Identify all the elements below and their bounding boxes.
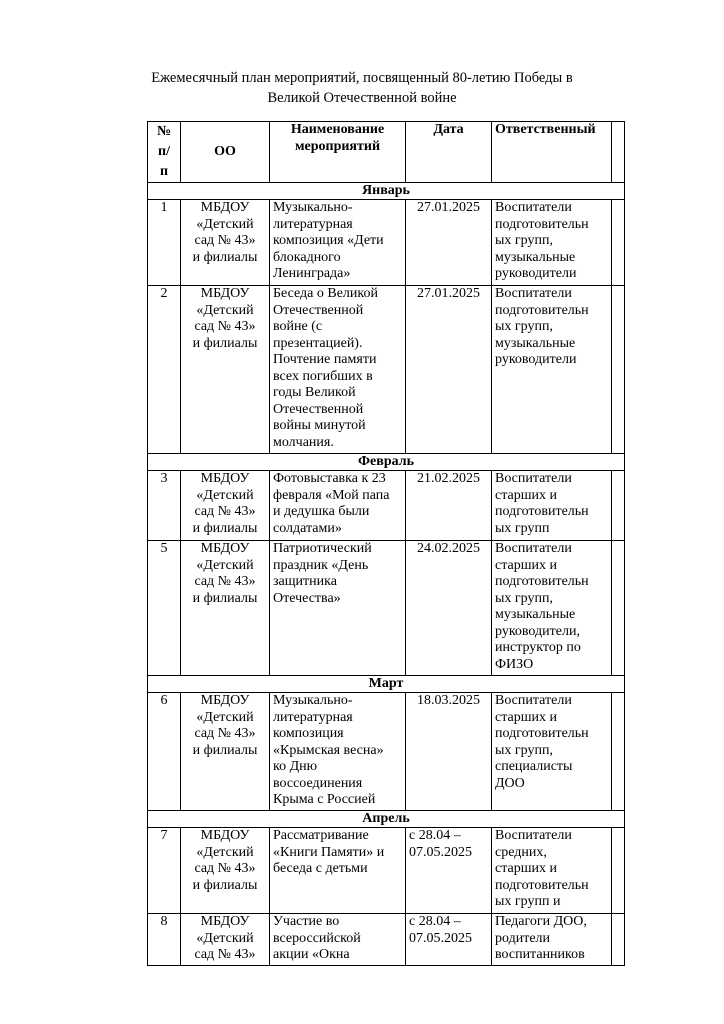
row-event-name: Патриотический праздник «День защитника Отечества»	[270, 541, 406, 676]
row-date: 27.01.2025	[406, 286, 492, 454]
row-extra-cell	[612, 693, 625, 811]
row-extra-cell	[612, 914, 625, 966]
row-organization: МБДОУ «Детский сад № 43»	[181, 914, 270, 966]
row-date: с 28.04 – 07.05.2025	[406, 914, 492, 966]
header-number: № п/ п	[148, 122, 181, 183]
header-event-name: Наименование мероприятий	[270, 122, 406, 183]
month-label: Март	[148, 676, 625, 693]
row-organization: МБДОУ «Детский сад № 43» и филиалы	[181, 471, 270, 541]
month-label: Апрель	[148, 811, 625, 828]
row-number: 7	[148, 828, 181, 914]
document-title	[100, 68, 624, 108]
row-extra-cell	[612, 541, 625, 676]
row-number: 6	[148, 693, 181, 811]
row-event-name: Музыкально- литературная композиция «Дети блокадного Ленинграда»	[270, 200, 406, 286]
row-organization: МБДОУ «Детский сад № 43» и филиалы	[181, 541, 270, 676]
row-responsible: Воспитатели старших и подготовительн ых групп	[492, 471, 612, 541]
table-row	[148, 693, 625, 811]
row-date: 21.02.2025	[406, 471, 492, 541]
row-organization: МБДОУ «Детский сад № 43» и филиалы	[181, 200, 270, 286]
table-row	[148, 471, 625, 541]
month-row-january	[148, 183, 625, 200]
row-extra-cell	[612, 200, 625, 286]
month-label: Январь	[148, 183, 625, 200]
row-responsible: Воспитатели подготовительн ых групп, музыкальные руководители	[492, 286, 612, 454]
table-row	[148, 200, 625, 286]
table-header-row	[148, 122, 625, 183]
table-row	[148, 541, 625, 676]
row-date: 27.01.2025	[406, 200, 492, 286]
row-date: 24.02.2025	[406, 541, 492, 676]
row-responsible: Воспитатели старших и подготовительн ых групп, специалисты ДОО	[492, 693, 612, 811]
row-event-name: Музыкально- литературная композиция «Крымская весна» ко Дню воссоединения Крыма с Россией	[270, 693, 406, 811]
header-extra-column	[612, 122, 625, 183]
row-number: 8	[148, 914, 181, 966]
row-event-name: Фотовыставка к 23 февраля «Мой папа и дедушка были солдатами»	[270, 471, 406, 541]
row-number: 1	[148, 200, 181, 286]
row-number: 3	[148, 471, 181, 541]
row-event-name: Рассматривание «Книги Памяти» и беседа с детьми	[270, 828, 406, 914]
table-row	[148, 914, 625, 966]
row-event-name: Беседа о Великой Отечественной войне (с презентацией). Почтение памяти всех погибших в годы Великой Отечественной войны минутой молчания.	[270, 286, 406, 454]
row-responsible: Воспитатели старших и подготовительн ых групп, музыкальные руководители, инструктор по ФИЗО	[492, 541, 612, 676]
row-organization: МБДОУ «Детский сад № 43» и филиалы	[181, 693, 270, 811]
table-row	[148, 828, 625, 914]
row-extra-cell	[612, 286, 625, 454]
row-responsible: Педагоги ДОО, родители воспитанников	[492, 914, 612, 966]
month-label: Февраль	[148, 454, 625, 471]
row-number: 5	[148, 541, 181, 676]
header-date: Дата	[406, 122, 492, 183]
row-extra-cell	[612, 471, 625, 541]
row-organization: МБДОУ «Детский сад № 43» и филиалы	[181, 286, 270, 454]
row-responsible: Воспитатели средних, старших и подготовительн ых групп и	[492, 828, 612, 914]
row-responsible: Воспитатели подготовительн ых групп, музыкальные руководители	[492, 200, 612, 286]
row-extra-cell	[612, 828, 625, 914]
row-event-name: Участие во всероссийской акции «Окна	[270, 914, 406, 966]
header-responsible: Ответственный	[492, 122, 612, 183]
row-organization: МБДОУ «Детский сад № 43» и филиалы	[181, 828, 270, 914]
header-organization: ОО	[181, 122, 270, 183]
row-number: 2	[148, 286, 181, 454]
row-date: 18.03.2025	[406, 693, 492, 811]
month-row-february	[148, 454, 625, 471]
month-row-april	[148, 811, 625, 828]
month-row-march	[148, 676, 625, 693]
row-date: с 28.04 – 07.05.2025	[406, 828, 492, 914]
table-row	[148, 286, 625, 454]
title-line-2: Великой Отечественной войне	[267, 90, 457, 106]
title-line-1: Ежемесячный план мероприятий, посвященный 80-летию Победы в	[151, 70, 573, 86]
events-plan-table	[147, 121, 625, 966]
